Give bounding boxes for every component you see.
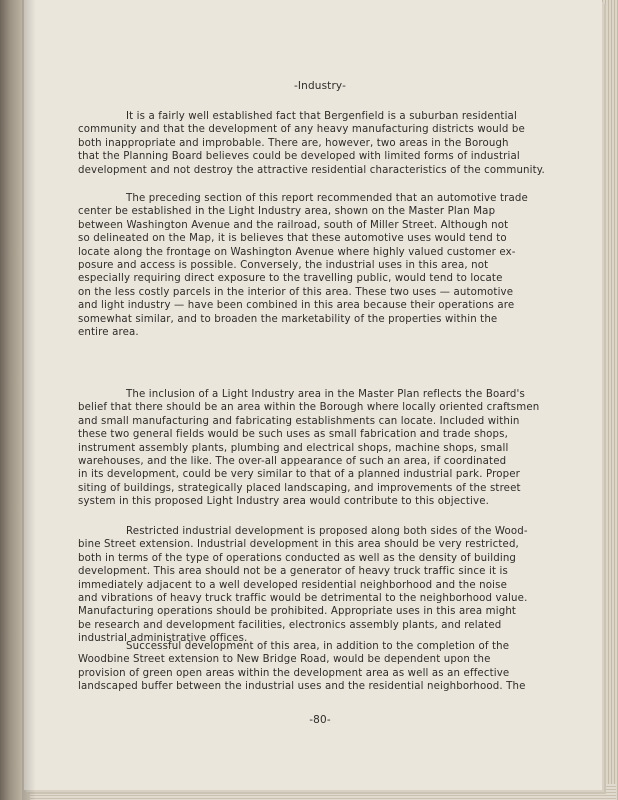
text-line: somewhat similar, and to broaden the marketability of the properties within the <box>78 313 498 325</box>
text-line: The preceding section of this report recommended that an automotive trade <box>126 193 528 204</box>
text-line: development and not destroy the attractive residential characteristics of the community. <box>78 164 545 176</box>
paragraph-5 <box>78 640 568 694</box>
text-line: between Washington Avenue and the railroad, south of Miller Street. Although not <box>78 219 509 231</box>
text-line: posure and access is possible. Conversely, the industrial uses in this area, not <box>78 260 489 272</box>
text-line: and small manufacturing and fabricating establishments can locate. Included within <box>78 415 520 427</box>
binder-edge <box>0 0 22 800</box>
text-line: community and that the development of any heavy manufacturing districts would be <box>78 124 525 136</box>
text-line: landscaped buffer between the industrial uses and the residential neighborhood. The <box>78 681 526 693</box>
page-number: -80- <box>309 714 331 726</box>
text-line: The inclusion of a Light Industry area in the Master Plan reflects the Board's <box>126 389 525 400</box>
text-line: on the less costly parcels in the interior of this area. These two uses — automotive <box>78 286 514 298</box>
text-line: bine Street extension. Industrial development in this area should be very restricted, <box>78 539 519 551</box>
text-line: and light industry — have been combined in this area because their operations are <box>78 300 515 312</box>
text-line: especially requiring direct exposure to the travelling public, would tend to locate <box>78 273 503 285</box>
text-line: be research and development facilities, electronics assembly plants, and related <box>78 619 502 631</box>
text-line: development. This area should not be a generator of heavy truck traffic since it is <box>78 566 508 578</box>
text-line: center be established in the Light Industry area, shown on the Master Plan Map <box>78 206 496 218</box>
text-line: these two general fields would be such uses as small fabrication and trade shops, <box>78 429 509 441</box>
text-line: siting of buildings, strategically placed landscaping, and improvements of the street <box>78 482 521 494</box>
text-line: system in this proposed Light Industry area would contribute to this objective. <box>78 496 490 508</box>
text-line: both inappropriate and improbable. There are, however, two areas in the Borough <box>78 137 509 149</box>
text-line: in its development, could be very similar to that of a planned industrial park. Proper <box>78 469 520 481</box>
section-heading: -Industry- <box>293 80 347 92</box>
text-line: belief that there should be an area within the Borough where locally oriented craftsmen <box>78 402 540 414</box>
text-line: warehouses, and the like. The over-all appearance of such an area, if coordinated <box>78 456 507 468</box>
text-line: locate along the frontage on Washington Avenue where highly valued customer ex- <box>78 246 516 258</box>
gutter-shadow <box>22 0 36 800</box>
text-line: industrial administrative offices. <box>78 633 248 645</box>
text-line: that the Planning Board believes could be developed with limited forms of industrial <box>78 151 520 163</box>
paragraph-3 <box>78 388 568 509</box>
text-line: both in terms of the type of operations conducted as well as the density of building <box>78 552 517 564</box>
text-line: Restricted industrial development is proposed along both sides of the Wood- <box>126 526 528 537</box>
text-line: instrument assembly plants, plumbing and electrical shops, machine shops, small <box>78 442 509 454</box>
text-line: Woodbine Street extension to New Bridge Road, would be dependent upon the <box>78 654 491 666</box>
text-line: entire area. <box>78 327 139 339</box>
text-line: provision of green open areas within the development area as well as an effective <box>78 667 510 679</box>
text-line: so delineated on the Map, it is believes that these automotive uses would tend to <box>78 233 507 245</box>
page-stack-right <box>600 0 618 800</box>
text-line: Manufacturing operations should be prohibited. Appropriate uses in this area might <box>78 606 517 618</box>
paragraph-2 <box>78 192 568 339</box>
text-line: It is a fairly well established fact that Bergenfield is a suburban residential <box>126 111 517 122</box>
text-line: Successful development of this area, in addition to the completion of the <box>126 641 510 652</box>
text-line: immediately adjacent to a well developed residential neighborhood and the noise <box>78 579 507 591</box>
text-line: and vibrations of heavy truck traffic would be detrimental to the neighborhood value. <box>78 593 528 605</box>
paragraph-1 <box>78 110 568 177</box>
paragraph-4 <box>78 525 568 646</box>
